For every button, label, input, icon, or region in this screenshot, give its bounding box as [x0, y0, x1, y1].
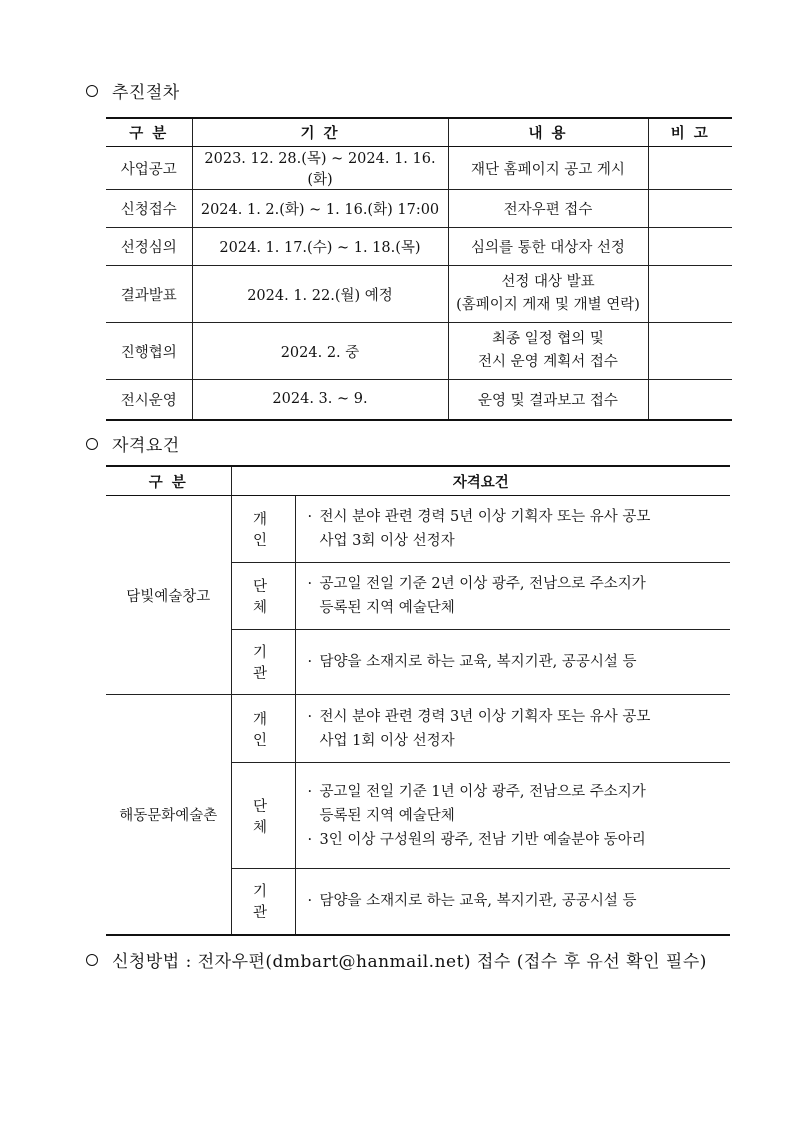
table-row — [106, 228, 732, 266]
desc-line: 등록된 지역 예술단체 — [319, 600, 455, 616]
row-content: 운영 및 결과보고 접수 — [448, 380, 648, 420]
row-category: 결과발표 — [106, 266, 192, 323]
row-category: 선정심의 — [106, 228, 192, 266]
header-category: 구 분 — [106, 118, 192, 147]
header-note: 비 고 — [648, 118, 732, 147]
schedule-table — [106, 117, 732, 421]
desc-line: 3인 이상 구성원의 광주, 전남 기반 예술분야 동아리 — [319, 831, 646, 848]
item-type: 기관 — [231, 869, 295, 935]
bullet-dot: · — [307, 708, 313, 725]
circle-bullet-icon — [86, 85, 98, 97]
row-category: 신청접수 — [106, 190, 192, 228]
desc-line: 담양을 소재지로 하는 교육, 복지기관, 공공시설 등 — [319, 654, 637, 670]
item-type: 단체 — [231, 563, 295, 630]
row-content: 전자우편 접수 — [448, 190, 648, 228]
bullet-dot: · — [307, 831, 313, 848]
item-description — [295, 563, 730, 630]
section-heading-application-method — [86, 947, 707, 972]
row-note — [648, 228, 732, 266]
row-note — [648, 190, 732, 228]
item-type: 개인 — [231, 496, 295, 563]
table-row — [106, 323, 732, 380]
item-description — [295, 630, 730, 695]
row-note — [648, 147, 732, 190]
desc-line: 공고일 전일 기준 1년 이상 광주, 전남으로 주소지가 — [319, 783, 646, 800]
row-content: 심의를 통한 대상자 선정 — [448, 228, 648, 266]
bullet-dot: · — [307, 783, 313, 800]
row-category: 사업공고 — [106, 147, 192, 190]
group-name: 담빛예술창고 — [106, 496, 231, 695]
row-period: 2024. 2. 중 — [192, 323, 448, 380]
row-content-line: 최종 일정 협의 및 — [492, 331, 604, 347]
section-heading-text: 자격요건 — [112, 436, 180, 456]
circle-bullet-icon — [86, 438, 98, 450]
row-content — [448, 323, 648, 380]
item-description — [295, 869, 730, 935]
row-category: 전시운영 — [106, 380, 192, 420]
table-row — [106, 695, 730, 763]
eligibility-table — [106, 465, 730, 936]
row-category: 진행협의 — [106, 323, 192, 380]
header-requirements: 자격요건 — [231, 466, 730, 496]
header-content: 내 용 — [448, 118, 648, 147]
row-note — [648, 323, 732, 380]
row-note — [648, 266, 732, 323]
desc-line: 전시 분야 관련 경력 5년 이상 기획자 또는 유사 공모 — [319, 509, 651, 525]
desc-line: 사업 3회 이상 선정자 — [319, 533, 455, 549]
desc-line: 사업 1회 이상 선정자 — [319, 732, 455, 749]
row-period: 2024. 1. 2.(화) ~ 1. 16.(화) 17:00 — [192, 190, 448, 228]
item-type: 기관 — [231, 630, 295, 695]
desc-line: 등록된 지역 예술단체 — [319, 807, 455, 824]
row-period: 2024. 1. 17.(수) ~ 1. 18.(목) — [192, 228, 448, 266]
row-content-line: 선정 대상 발표 — [501, 274, 595, 290]
row-content-line: 전시 운영 계획서 접수 — [478, 354, 618, 370]
bullet-dot: · — [307, 654, 313, 670]
row-content-line: (홈페이지 게재 및 개별 연락) — [456, 297, 640, 313]
row-content: 재단 홈페이지 공고 게시 — [448, 147, 648, 190]
section-heading-text: 추진절차 — [112, 83, 180, 103]
table-row — [106, 496, 730, 563]
section-heading-procedure — [86, 78, 180, 103]
bullet-dot: · — [307, 893, 313, 910]
row-period: 2024. 3. ~ 9. — [192, 380, 448, 420]
table-row — [106, 380, 732, 420]
header-category: 구 분 — [106, 466, 231, 496]
item-type: 개인 — [231, 695, 295, 763]
row-note — [648, 380, 732, 420]
section-heading-eligibility — [86, 431, 180, 456]
desc-line: 공고일 전일 기준 2년 이상 광주, 전남으로 주소지가 — [319, 576, 646, 592]
desc-line: 담양을 소재지로 하는 교육, 복지기관, 공공시설 등 — [319, 893, 637, 910]
circle-bullet-icon — [86, 954, 98, 966]
header-period: 기 간 — [192, 118, 448, 147]
bullet-dot: · — [307, 509, 313, 525]
item-description — [295, 496, 730, 563]
item-description — [295, 763, 730, 869]
section-heading-text: 신청방법 : 전자우편(dmbart@hanmail.net) 접수 (접수 후 유선 확인 필수) — [112, 952, 707, 972]
table-row — [106, 190, 732, 228]
item-description — [295, 695, 730, 763]
table-row — [106, 266, 732, 323]
row-period: 2023. 12. 28.(목) ~ 2024. 1. 16.(화) — [192, 147, 448, 190]
item-type: 단체 — [231, 763, 295, 869]
row-period: 2024. 1. 22.(월) 예정 — [192, 266, 448, 323]
row-content — [448, 266, 648, 323]
schedule-header-row — [106, 118, 732, 147]
desc-line: 전시 분야 관련 경력 3년 이상 기획자 또는 유사 공모 — [319, 708, 651, 725]
group-name: 해동문화예술촌 — [106, 695, 231, 935]
table-row — [106, 147, 732, 190]
eligibility-header-row — [106, 466, 730, 496]
bullet-dot: · — [307, 576, 313, 592]
